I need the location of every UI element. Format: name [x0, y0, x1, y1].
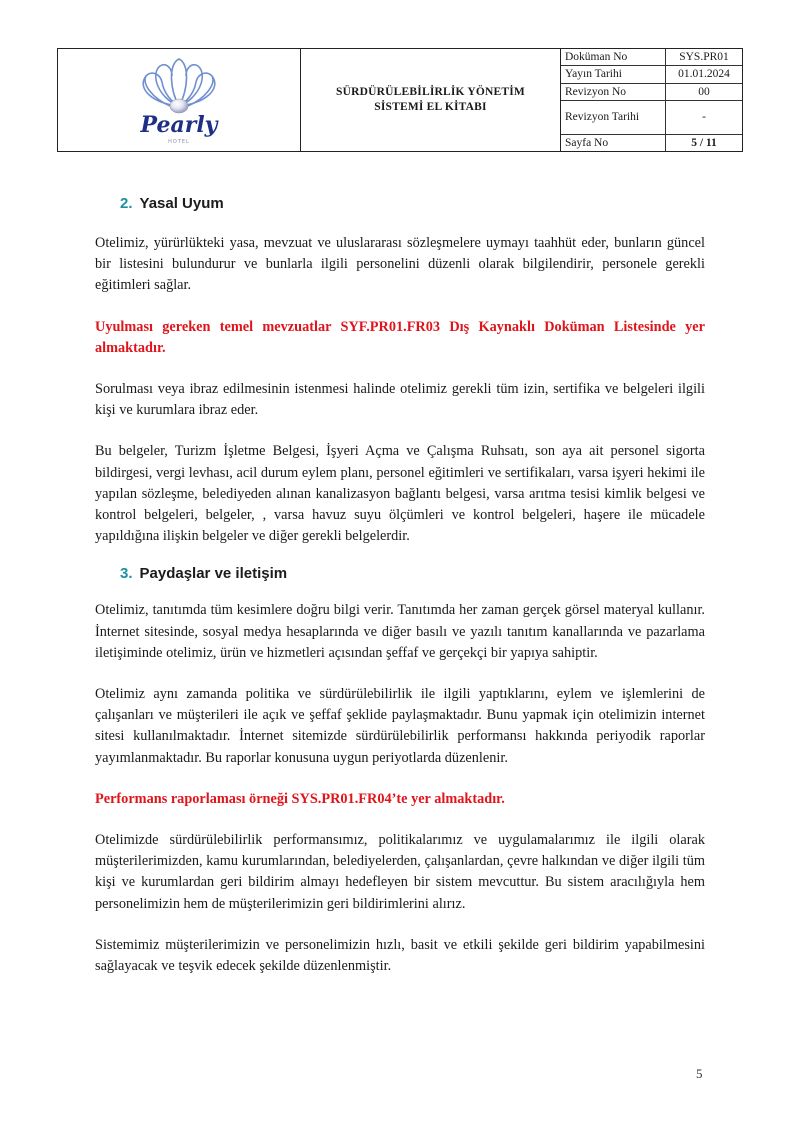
paragraph: Sorulması veya ibraz edilmesinin istenmesi halinde otelimiz gerekli tüm izin, sertifika ve belgeleri ilgili kişi ve kurumlara ibraz eder. [95, 381, 705, 419]
meta-row-revision-date [561, 101, 742, 135]
meta-label: Yayın Tarihi [561, 66, 666, 82]
section-heading-legal-compliance [120, 190, 705, 218]
paragraph: Otelimizde sürdürülebilirlik performansımız, politikalarımız ve uygulamalarımız ile ilgili olarak müşterilerimizden, kamu kurumlarından, belediyelerden, çalışanlardan, çevre halkından ve diğer ilgili tüm kişi ve kurumlardan geri bildirim almayı hedefleyen bir sistem mevcuttur. Bu sistem aracılığıyla hem personelimizin hem de müşterilerimizin geri bildirimlerini alırız. [95, 832, 705, 912]
meta-value: - [702, 111, 706, 124]
section-title: Paydaşlar ve iletişim [139, 565, 288, 583]
meta-label: Revizyon Tarihi [561, 101, 666, 134]
document-meta-table [561, 49, 742, 151]
meta-label: Revizyon No [561, 84, 666, 100]
document-body [95, 190, 705, 977]
section-number: 3. [120, 565, 133, 583]
meta-value: 00 [698, 85, 710, 98]
section-heading-stakeholders-communication [120, 560, 705, 588]
highlight-paragraph: Uyulması gereken temel mevzuatlar SYF.PR01.FR03 Dış Kaynaklı Doküman Listesinde yer almaktadır. [95, 318, 705, 356]
paragraph: Otelimiz, yürürlükteki yasa, mevzuat ve uluslararası sözleşmelere uymayı taahhüt eder, bunların güncel bir listesini bulundurur ve bunlarla ilgili personelini düzenli olarak bilgilendirir, personele gerekli eğitimleri sağlar. [95, 235, 705, 294]
document-header-table [57, 48, 743, 152]
document-title-line1: SÜRDÜRÜLEBİLİRLİK YÖNETİM [336, 86, 525, 98]
paragraph: Otelimiz, tanıtımda tüm kesimlere doğru bilgi verir. Tanıtımda her zaman gerçek görsel materyal kullanır. İnternet sitesinde, sosyal medya hesaplarında ve diğer basılı ve yazılı tanıtım kanallarında ve pazarlama iletişiminde otelimiz, ürün ve hizmetleri açısından şeffaf ve gerçekçi bir yapıya sahiptir. [95, 602, 705, 661]
meta-row-revision-no [561, 84, 742, 101]
page-number: 5 [696, 1066, 703, 1081]
meta-label: Sayfa No [561, 135, 666, 151]
logo-subtitle-text: HOTEL [168, 139, 190, 145]
paragraph: Bu belgeler, Turizm İşletme Belgesi, İşyeri Açma ve Çalışma Ruhsatı, son aya ait personel sigorta bildirgesi, vergi levhası, acil durum eylem planı, personel eğitimleri ve sertifikaları, varsa işyeri hekimi ile yapılan sözleşme, belediyeden alınan kanalizasyon bağlantı belgesi, varsa arıtma tesisi kimlik belgesi ve kontrol belgeleri, belgeler, , varsa havuz suyu ölçümleri ve kontrol belgeleri, haşere ile mücadele yapıldığına ilişkin belgeler ve diğer gerekli belgelerdir. [95, 443, 705, 545]
pearly-hotel-logo-icon [124, 54, 234, 146]
logo-cell [58, 49, 301, 151]
meta-value: 5 / 11 [691, 136, 717, 149]
logo-brand-text: Pearly [140, 112, 218, 138]
meta-row-page-no [561, 135, 742, 151]
meta-label: Doküman No [561, 49, 666, 65]
section-title: Yasal Uyum [139, 195, 224, 212]
paragraph: Sistemimiz müşterilerimizin ve personelimizin hızlı, basit ve etkili şekilde geri bildirim yapabilmesini sağlayacak ve teşvik edecek şekilde düzenlenmiştir. [95, 936, 705, 975]
section-number: 2. [120, 195, 133, 212]
document-title [301, 49, 561, 151]
paragraph: Otelimiz aynı zamanda politika ve sürdürülebilirlik ile ilgili yaptıklarını, eylem ve işlemlerini de çalışanları ve müşterileri ile açık ve şeffaf şeklide paylaşmaktadır. Bunu yapmak için otelimizin internet sitesi kullanılmaktadır. İnternet sitemizde sürdürülebilirlik performansı hakkında periyodik raporlar yayımlanmaktadır. Bu raporlar konusuna uygun periyotlarda düzenlenir. [95, 686, 705, 766]
meta-value: 01.01.2024 [678, 68, 730, 81]
meta-row-publish-date [561, 66, 742, 83]
document-title-line2: SİSTEMİ EL KİTABI [374, 101, 487, 113]
meta-row-document-no [561, 49, 742, 66]
meta-value: SYS.PR01 [679, 51, 729, 64]
highlight-paragraph: Performans raporlaması örneği SYS.PR01.FR04’te yer almaktadır. [95, 790, 505, 807]
